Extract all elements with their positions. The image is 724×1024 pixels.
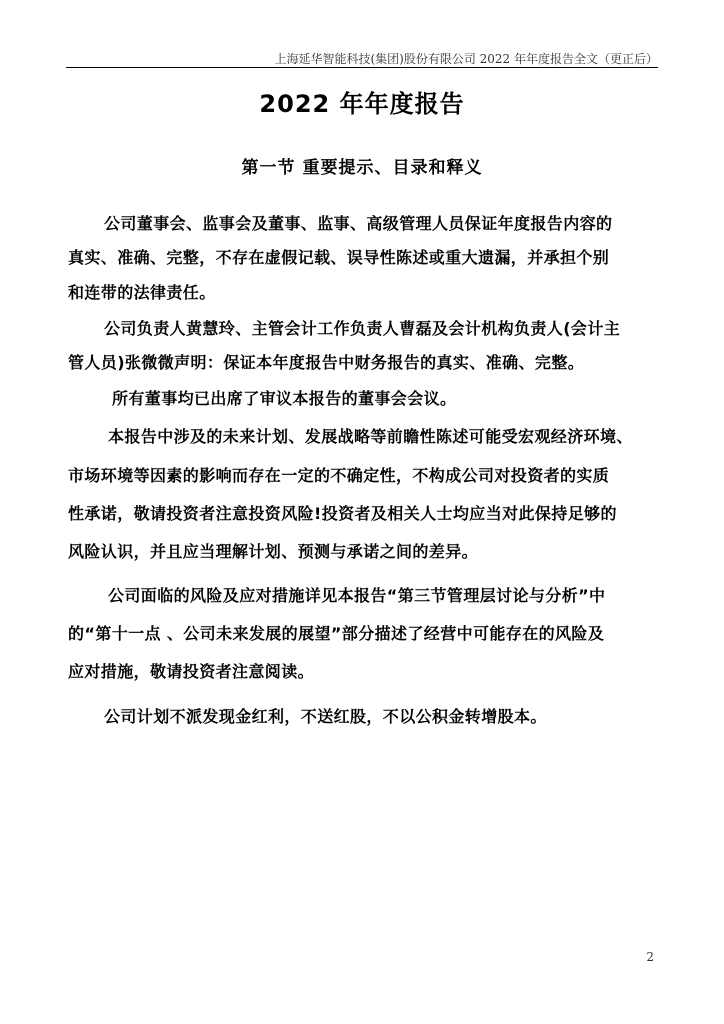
paragraph-4-line-1: 本报告中涉及的未来计划、发展战略等前瞻性陈述可能受宏观经济环境、	[108, 427, 633, 446]
paragraph-6-line-1: 公司计划不派发现金红利，不送红股，不以公积金转增股本。	[104, 707, 547, 726]
header-divider	[66, 67, 658, 68]
paragraph-5-line-1: 公司面临的风险及应对措施详见本报告“第三节管理层讨论与分析”中	[108, 586, 606, 605]
paragraph-1-line-2: 真实、准确、完整，不存在虚假记载、误导性陈述或重大遗漏，并承担个别	[68, 248, 610, 267]
running-header: 上海延华智能科技(集团)股份有限公司 2022 年年度报告全文（更正后）	[274, 52, 658, 66]
paragraph-5-line-3: 应对措施，敬请投资者注意阅读。	[68, 662, 315, 681]
paragraph-4-line-3: 性承诺，敬请投资者注意投资风险!投资者及相关人士均应当对此保持足够的	[68, 504, 617, 523]
paragraph-4-line-4: 风险认识，并且应当理解计划、预测与承诺之间的差异。	[68, 542, 479, 561]
page-number: 2	[646, 950, 654, 964]
paragraph-5-line-2: 的“第十一点 、公司未来发展的展望”部分描述了经营中可能存在的风险及	[68, 624, 605, 643]
paragraph-1-line-3: 和连带的法律责任。	[68, 283, 216, 302]
paragraph-1-line-1: 公司董事会、监事会及董事、监事、高级管理人员保证年度报告内容的	[104, 214, 613, 233]
section-title: 第一节 重要提示、目录和释义	[241, 158, 483, 178]
paragraph-3-line-1: 所有董事均已出席了审议本报告的董事会会议。	[112, 389, 457, 408]
paragraph-2-line-2: 管人员)张微微声明：保证本年度报告中财务报告的真实、准确、完整。	[68, 353, 585, 372]
report-title: 2022 年年度报告	[259, 90, 465, 118]
paragraph-2-line-1: 公司负责人黄慧玲、主管会计工作负责人曹磊及会计机构负责人(会计主	[104, 319, 621, 338]
paragraph-4-line-2: 市场环境等因素的影响而存在一定的不确定性，不构成公司对投资者的实质	[68, 466, 610, 485]
